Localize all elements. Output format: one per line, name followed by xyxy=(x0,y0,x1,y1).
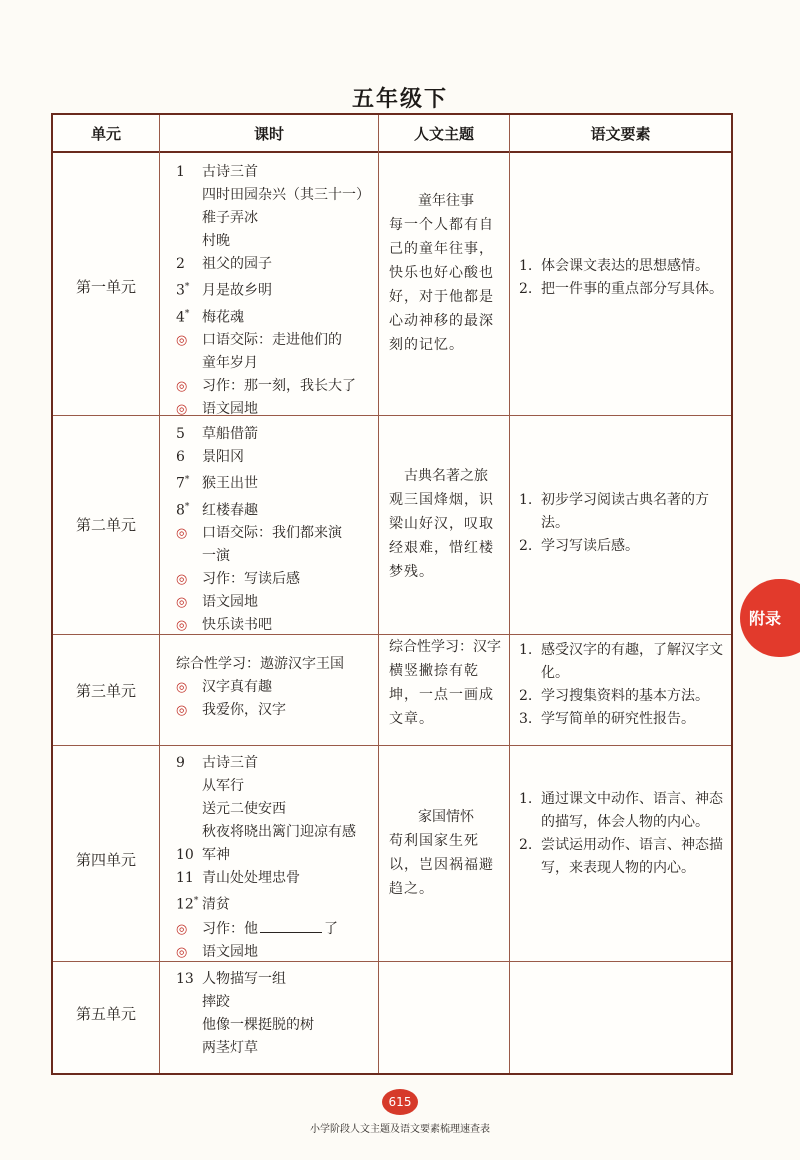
lesson-item: ◎ 习作：那一刻，我长大了 xyxy=(176,375,370,398)
header-lessons: 课时 xyxy=(253,125,284,143)
lesson-item: 8* 红楼春趣 xyxy=(176,501,258,519)
page-number: 615 xyxy=(382,1089,418,1115)
page-footer: 小学阶段人文主题及语文要素梳理速查表 xyxy=(310,1124,490,1135)
lesson-item: 综合性学习：遨游汉字王国 xyxy=(176,656,344,672)
lesson-item: 秋夜将晓出篱门迎凉有感 xyxy=(202,824,356,840)
lesson-item: 村晚 xyxy=(202,233,230,249)
elements-cell xyxy=(519,489,725,558)
element-item: 1. 体会课文表达的思想感情。 xyxy=(519,258,709,274)
row-divider xyxy=(53,634,731,635)
lesson-list xyxy=(176,423,342,637)
lesson-item: 从军行 xyxy=(202,778,244,794)
element-item: 2. 学习搜集资料的基本方法。 xyxy=(519,688,709,704)
lesson-item: ◎ 语文园地 xyxy=(176,398,370,421)
lesson-list xyxy=(176,653,344,722)
fill-in-blank xyxy=(260,917,322,933)
lesson-item: 6 景阳冈 xyxy=(176,449,244,465)
lesson-item: 稚子弄冰 xyxy=(202,210,258,226)
lesson-item: ◎ 语文园地 xyxy=(176,591,342,614)
side-tab-label: 附录 xyxy=(749,609,782,628)
theme-cell xyxy=(389,636,503,731)
circle-bullet-icon: ◎ xyxy=(176,680,188,695)
lesson-item: ◎ 口语交际：走进他们的 xyxy=(176,329,370,352)
lesson-item: 9 古诗三首 xyxy=(176,755,258,771)
theme-cell xyxy=(389,806,503,901)
elements-cell xyxy=(519,639,725,731)
row-divider xyxy=(53,415,731,416)
elements-cell xyxy=(519,255,725,301)
circle-bullet-icon: ◎ xyxy=(176,572,188,588)
unit-name: 第二单元 xyxy=(75,516,136,534)
unit-name: 第四单元 xyxy=(75,851,136,869)
lesson-item: 1 古诗三首 xyxy=(176,164,258,180)
lesson-item: 12* 清贫 xyxy=(176,896,230,913)
unit-name: 第一单元 xyxy=(75,278,136,296)
lesson-item: ◎ 口语交际：我们都来演 xyxy=(176,522,342,545)
lesson-list xyxy=(176,752,356,964)
elements-cell xyxy=(519,788,725,880)
lesson-item: 一演 xyxy=(202,548,230,565)
lesson-item: 摔跤 xyxy=(202,994,230,1010)
element-item: 2. 学习写读后感。 xyxy=(519,538,639,554)
circle-bullet-icon: ◎ xyxy=(176,595,188,611)
circle-bullet-icon: ◎ xyxy=(176,921,188,937)
theme-text: 每一个人都有自己的童年往事，快乐也好心酸也好，对于他都是心动神移的最深刻的记忆。 xyxy=(389,217,494,353)
lesson-list xyxy=(176,968,314,1060)
lesson-item: ◎ 语文园地 xyxy=(176,941,356,964)
element-item: 1. 通过课文中动作、语言、神态的描写，体会人物的内心。 xyxy=(519,791,723,830)
lesson-item: 他像一棵挺脱的树 xyxy=(202,1017,314,1033)
lesson-item: ◎ 汉字真有趣 xyxy=(176,676,344,699)
lesson-item: 童年岁月 xyxy=(202,355,258,372)
lesson-item: 5 草船借箭 xyxy=(176,426,258,442)
unit-name: 第五单元 xyxy=(75,1005,136,1023)
lesson-item: 4* 梅花魂 xyxy=(176,308,244,326)
lesson-item: 13 人物描写一组 xyxy=(176,971,286,987)
page-title: 五年级下 xyxy=(351,87,448,112)
circle-bullet-icon: ◎ xyxy=(176,618,188,634)
lesson-item: 3* 月是故乡明 xyxy=(176,282,272,299)
lesson-item: ◎ 习作：他 了 xyxy=(176,917,356,941)
lesson-list xyxy=(176,161,370,421)
element-item: 1. 初步学习阅读古典名著的方法。 xyxy=(519,492,709,531)
lesson-item: ◎ 我爱你，汉字 xyxy=(176,699,344,722)
row-divider xyxy=(53,745,731,746)
theme-cell xyxy=(389,465,503,584)
header-elements: 语文要素 xyxy=(590,125,651,143)
element-item: 2. 把一件事的重点部分写具体。 xyxy=(519,281,723,297)
header-unit: 单元 xyxy=(90,125,121,143)
syllabus-table xyxy=(51,113,733,1075)
lesson-item: 7* 猴王出世 xyxy=(176,475,258,492)
theme-title: 童年往事 xyxy=(418,193,474,209)
lesson-item: 2 祖父的园子 xyxy=(176,256,272,272)
element-item: 3. 学写简单的研究性报告。 xyxy=(519,711,695,727)
table-header xyxy=(53,115,731,153)
element-item: 2. 尝试运用动作、语言、神态描写，来表现人物的内心。 xyxy=(519,837,723,876)
circle-bullet-icon: ◎ xyxy=(176,379,188,395)
theme-title: 古典名著之旅 xyxy=(404,468,488,484)
lesson-item: 10 军神 xyxy=(176,847,230,863)
unit-name: 第三单元 xyxy=(75,682,136,700)
circle-bullet-icon: ◎ xyxy=(176,526,188,542)
column-divider xyxy=(378,115,379,1073)
theme-text: 横竖撇捺有乾坤，一点一画成文章。 xyxy=(389,663,494,727)
circle-bullet-icon: ◎ xyxy=(176,703,188,718)
column-divider xyxy=(159,115,160,1073)
circle-bullet-icon: ◎ xyxy=(176,333,188,349)
row-divider xyxy=(53,961,731,962)
theme-text: 观三国烽烟，识梁山好汉，叹取经艰难，惜红楼梦残。 xyxy=(389,492,494,580)
lesson-item: 两茎灯草 xyxy=(202,1040,258,1056)
header-theme: 人文主题 xyxy=(413,125,474,143)
lesson-item: 送元二使安西 xyxy=(202,801,286,817)
lesson-item: ◎ 习作：写读后感 xyxy=(176,568,342,591)
lesson-item: 11 青山处处埋忠骨 xyxy=(176,870,300,886)
appendix-side-tab xyxy=(740,579,800,657)
lesson-item: 四时田园杂兴（其三十一） xyxy=(202,187,370,203)
circle-bullet-icon: ◎ xyxy=(176,402,188,418)
theme-cell xyxy=(389,190,503,357)
element-item: 1. 感受汉字的有趣，了解汉字文化。 xyxy=(519,642,723,681)
theme-text: 苟利国家生死以，岂因祸福避趋之。 xyxy=(389,833,494,897)
circle-bullet-icon: ◎ xyxy=(176,944,188,960)
column-divider xyxy=(509,115,510,1073)
theme-title: 家国情怀 xyxy=(418,809,474,825)
theme-title: 综合性学习：汉字 xyxy=(389,639,501,655)
lesson-item: ◎ 快乐读书吧 xyxy=(176,614,342,637)
